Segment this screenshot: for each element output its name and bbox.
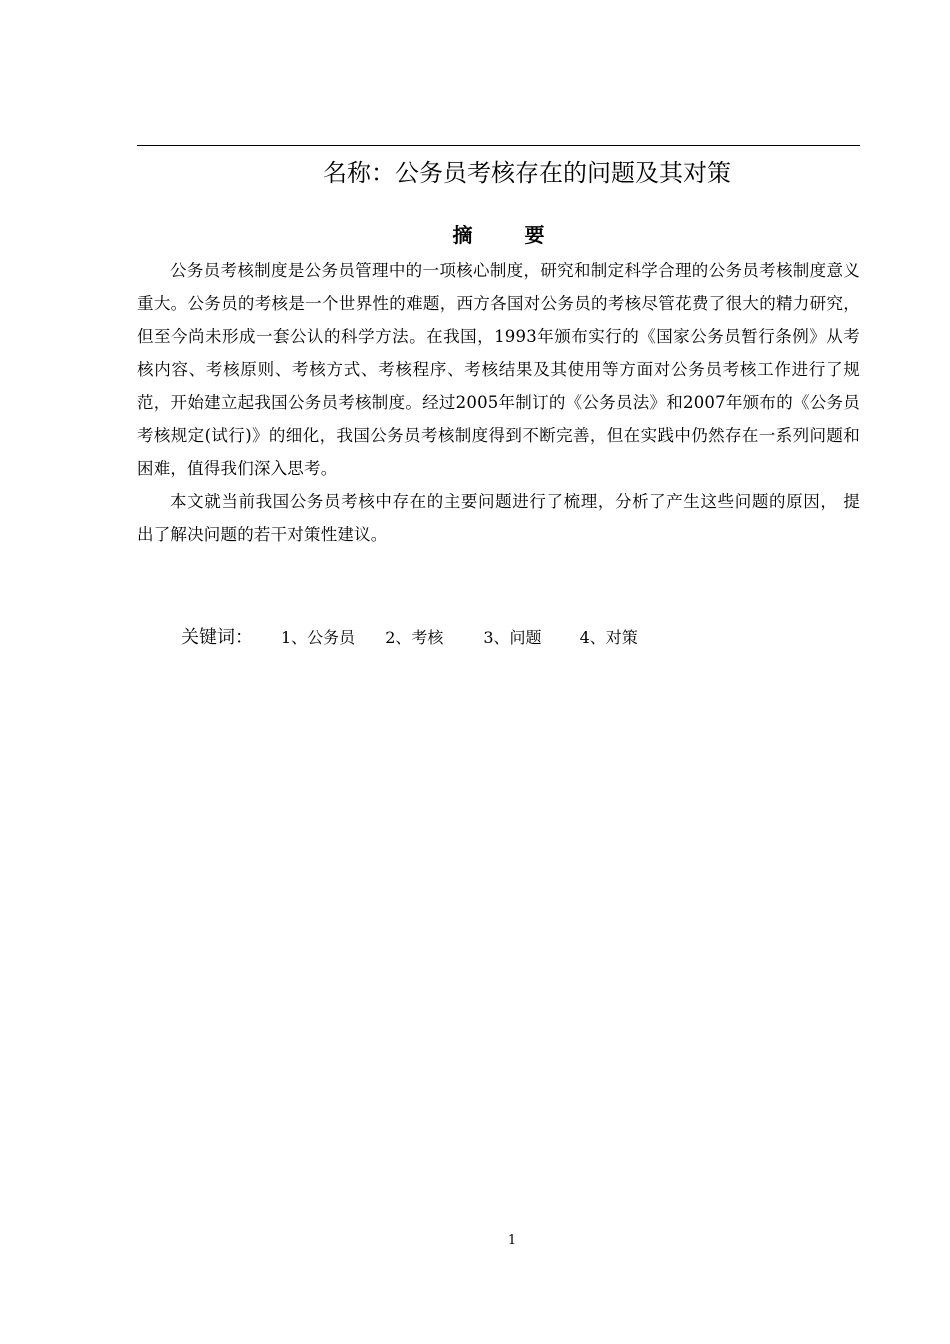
keyword-item: 4、对策 bbox=[579, 627, 638, 647]
abstract-paragraph-2: 本文就当前我国公务员考核中存在的主要问题进行了梳理，分析了产生这些问题的原因， 提出了解决问题的若干对策性建议。 bbox=[137, 492, 860, 544]
page-number: 1 bbox=[507, 1233, 517, 1248]
keywords-label: 关键词： bbox=[181, 627, 253, 648]
document-title: 名称：公务员考核存在的问题及其对策 bbox=[323, 159, 731, 187]
abstract-body bbox=[137, 254, 860, 551]
keyword-item: 3、问题 bbox=[483, 627, 542, 647]
keywords-line bbox=[181, 620, 638, 652]
abstract-heading: 摘要 bbox=[452, 223, 597, 247]
keyword-item: 2、考核 bbox=[385, 627, 444, 647]
header-rule bbox=[137, 145, 860, 146]
keyword-item: 1、公务员 bbox=[281, 627, 356, 647]
abstract-paragraph-1: 公务员考核制度是公务员管理中的一项核心制度，研究和制定科学合理的公务员考核制度意义重大。公务员的考核是一个世界性的难题，西方各国对公务员的考核尽管花费了很大的精力研究，但至今尚未形成一套公认的科学方法。在我国，1993年颁布实行的《国家公务员暂行条例》从考核内容、考核原则、考核方式、考核程序、考核结果及其使用等方面对公务员考核工作进行了规范，开始建立起我国公务员考核制度。经过2005年制订的《公务员法》和2007年颁布的《公务员考核规定(试行)》的细化，我国公务员考核制度得到不断完善，但在实践中仍然存在一系列问题和困难，值得我们深入思考。 bbox=[137, 261, 860, 478]
